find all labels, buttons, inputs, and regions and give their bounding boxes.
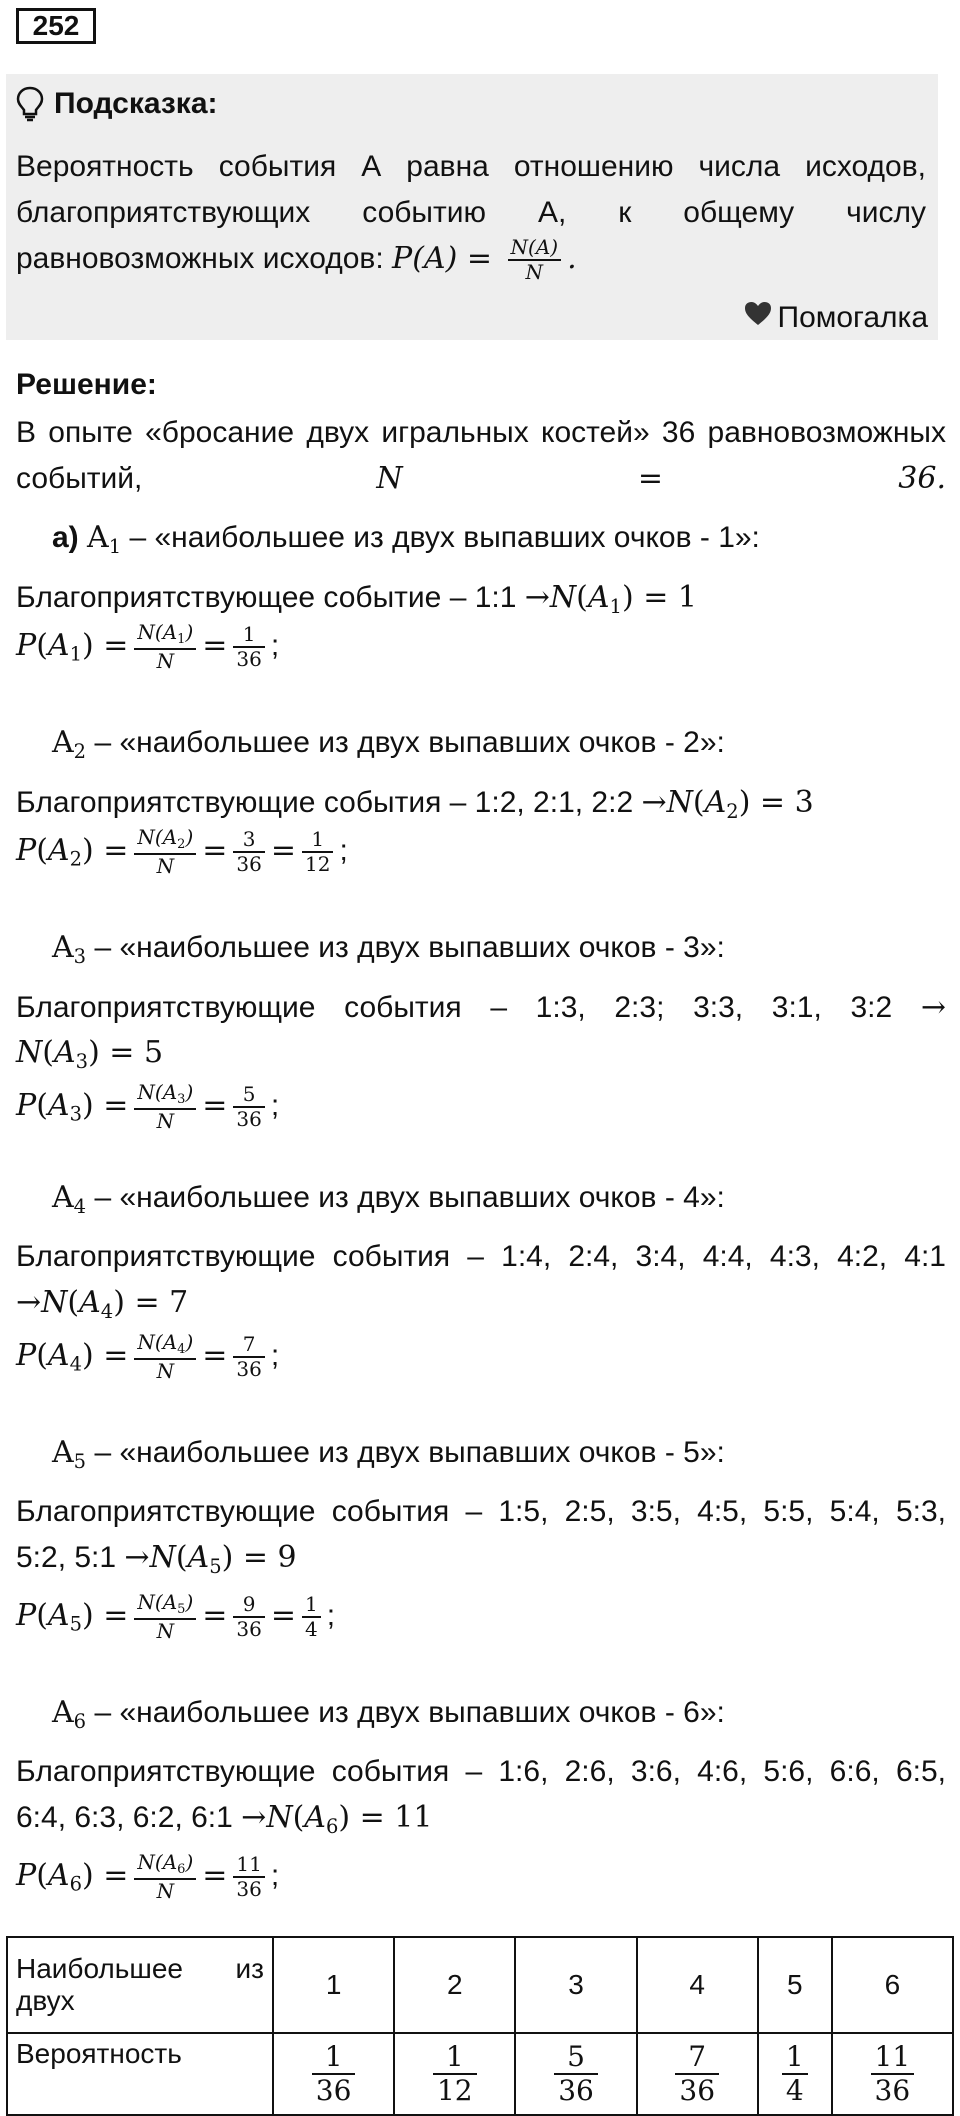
case-probability-line: $P(A_3)$ = $\frac{N(A_3)}{N}$ = $\frac{5}{36}$ ; [16, 1080, 280, 1133]
case-favorable-line-2: 5:2, 5:1 $\to N(A_5) = 9$ [16, 1540, 297, 1578]
case-event-line: $A_5$ – «наибольшее из двух выпавших очков - 5»: [52, 1435, 725, 1473]
table-cell: 1 [273, 1937, 394, 2033]
case-probability-line: $P(A_4)$ = $\frac{N(A_4)}{N}$ = $\frac{7}{36}$ ; [16, 1330, 280, 1383]
helper-link[interactable] [744, 298, 929, 338]
case-probability-line: $P(A_5)$ = $\frac{N(A_5)}{N}$ = $\frac{9}{36}$ = $\frac{1}{4}$ ; [16, 1590, 336, 1643]
table-cell: 2 [394, 1937, 515, 2033]
table-cell: $\frac{1}{12}$ [394, 2033, 515, 2115]
case-probability-line: $P(A_6)$ = $\frac{N(A_6)}{N}$ = $\frac{11}{36}$ ; [16, 1850, 280, 1903]
table-header-cell: Наибольшее из двух [7, 1937, 273, 2033]
case-favorable-line-2: $N(A_3) = 5$ [16, 1035, 164, 1073]
table-cell: $\frac{11}{36}$ [832, 2033, 953, 2115]
case-favorable-line-2: $\to N(A_4) = 7$ [16, 1285, 189, 1323]
result-table [6, 1936, 954, 2116]
table-cell: $\frac{1}{4}$ [758, 2033, 832, 2115]
table-row [7, 2033, 953, 2115]
hint-box [6, 74, 938, 340]
hint-formula: P(A) = $\frac{N(A)}{N}$ . [392, 235, 577, 284]
table-header-cell: Вероятность [7, 2033, 273, 2115]
hint-title: Подсказка: [54, 87, 218, 120]
table-cell: 5 [758, 1937, 832, 2033]
case-favorable-line: Благоприятствующие события – 1:2, 2:1, 2:2 $\to N(A_2) = 3$ [16, 785, 814, 823]
table-cell: 4 [637, 1937, 758, 2033]
lightbulb-icon [16, 86, 44, 122]
hint-description: Вероятность события А равна отношению числа исходов, благоприятствующих событию А, к общему числу равновозможных исходов: [16, 150, 926, 275]
table-cell: $\frac{1}{36}$ [273, 2033, 394, 2115]
table-cell: 6 [832, 1937, 953, 2033]
table-cell: $\frac{7}{36}$ [637, 2033, 758, 2115]
case-favorable-line: Благоприятствующие события – 1:6, 2:6, 3:6, 4:6, 5:6, 6:6, 6:5, [16, 1755, 946, 1788]
solution-heading: Решение: [16, 368, 157, 401]
case-favorable-line: Благоприятствующие события – 1:5, 2:5, 3:5, 4:5, 5:5, 5:4, 5:3, [16, 1495, 946, 1528]
case-event-line: $A_6$ – «наибольшее из двух выпавших очков - 6»: [52, 1695, 725, 1733]
task-number-badge: 252 [16, 8, 96, 44]
case-event-line: $A_2$ – «наибольшее из двух выпавших очков - 2»: [52, 725, 725, 763]
case-favorable-line: Благоприятствующие события – 1:4, 2:4, 3:4, 4:4, 4:3, 4:2, 4:1 [16, 1240, 946, 1273]
case-event-line: $A_3$ – «наибольшее из двух выпавших очков - 3»: [52, 930, 725, 968]
case-probability-line: $P(A_1)$ = $\frac{N(A_1)}{N}$ = $\frac{1}{36}$ ; [16, 620, 280, 673]
case-favorable-line: Благоприятствующие события – 1:3, 2:3; 3:3, 3:1, 3:2 → [16, 990, 946, 1025]
heart-icon [744, 301, 778, 335]
case-event-line: а) $A_1$ – «наибольшее из двух выпавших очков - 1»: [52, 520, 760, 558]
solution-intro: В опыте «бросание двух игральных костей» 36 равновозможных событий, N = 36. [16, 416, 946, 496]
case-event-line: $A_4$ – «наибольшее из двух выпавших очков - 4»: [52, 1180, 725, 1218]
table-cell: $\frac{5}{36}$ [515, 2033, 636, 2115]
hint-text [16, 144, 926, 284]
case-probability-line: $P(A_2)$ = $\frac{N(A_2)}{N}$ = $\frac{3}{36}$ = $\frac{1}{12}$ ; [16, 825, 348, 878]
hint-header [16, 84, 218, 124]
case-favorable-line-2: 6:4, 6:3, 6:2, 6:1 $\to N(A_6) = 11$ [16, 1800, 433, 1838]
table-row [7, 1937, 953, 2033]
case-favorable-line: Благоприятствующее событие – 1:1 $\to N(A_1) = 1$ [16, 580, 697, 618]
helper-label: Помогалка [777, 301, 928, 334]
table-cell: 3 [515, 1937, 636, 2033]
